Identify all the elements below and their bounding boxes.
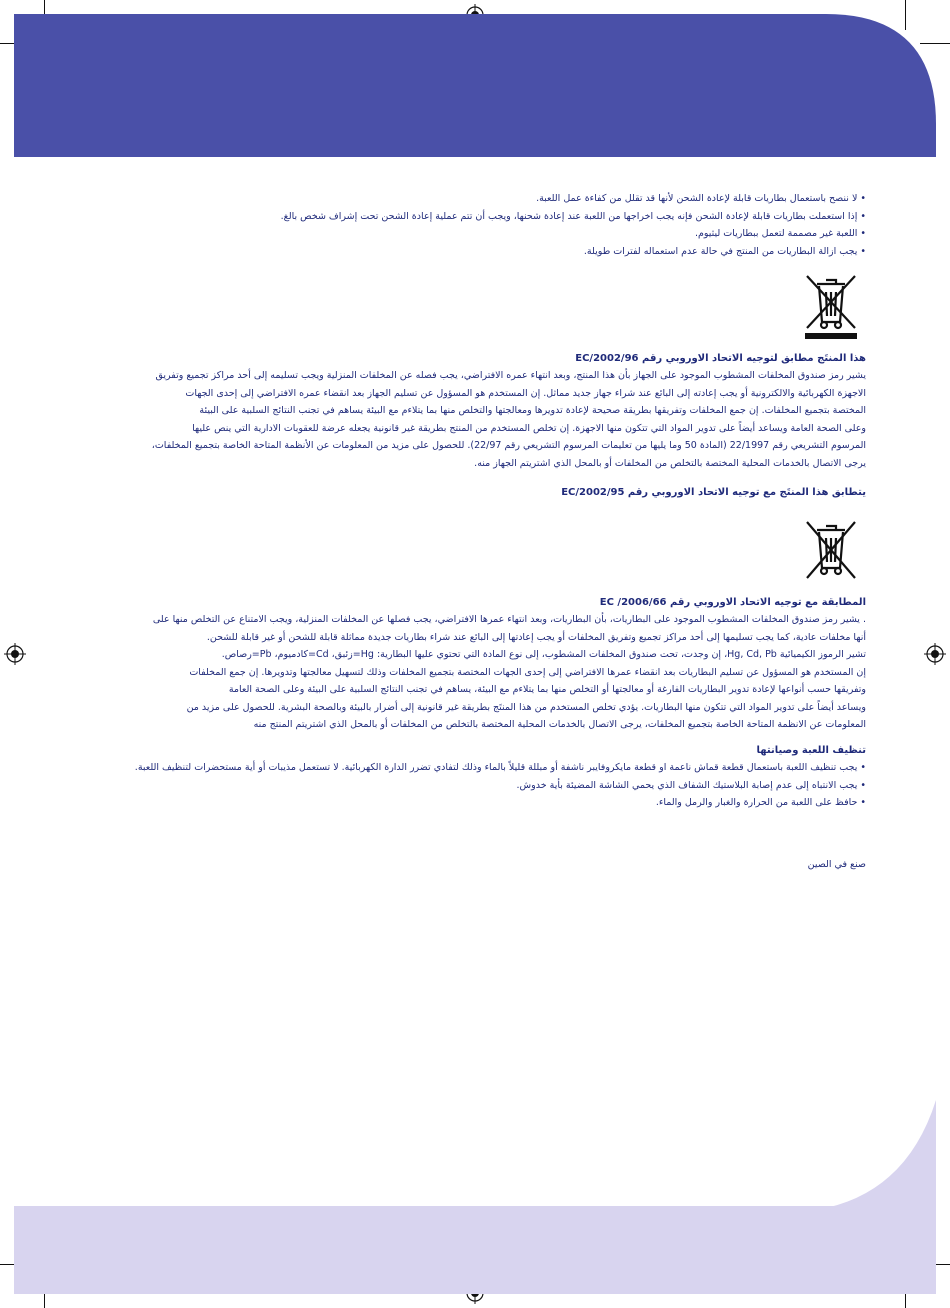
list-item: • يجب الانتباه إلى عدم إصابة البلاستيك الشفاف الذي يحمي الشاشة المضيئة بأية خدوش. [82,777,866,795]
weee-line: يرجى الاتصال بالخدمات المحلية المختصة بالتخلص من المخلفات أو بالمحل الذي اشتريتم الجهاز منه. [474,457,866,469]
weee-line: المرسوم التشريعي رقم 22/1997 (المادة 50 وما يليها من تعليمات المرسوم التشريعي رقم 22/97). للحصول على مزيد من المعلومات عن الأنظمة المتاحة الخاصة بتجميع المخلفات، [151,440,866,451]
battery-directive-line: وتفريقها حسب أنواعها لإعادة تدوير البطاريات الفارغة أو معالجتها أو التخلص منها بما يتلاءم مع البيئة، يساهم في تجنب النتائج السلبية على البيئة وعلى الصحة العامة [228,684,866,695]
battery-directive-line: إن المستخدم هو المسؤول عن تسليم البطاريات بعد انقضاء عمرها الافتراضي إلى إحدى الجهات المختصة بتجميع المخلفات وذلك لتسهيل معالجتها وتدويرها. إن جمع المخلفات [189,666,866,678]
weee-line: المختصة بتجميع المخلفات. إن جمع المخلفات وتفريقها بطريقة صحيحة لإعادة تدويرها ومعالجتها والتخلص منها بما يتلاءم مع البيئة يساهم في تجنب النتائج السلبية على البيئة [199,405,866,416]
rohs-statement-text: يتطابق هذا المنتَج مع توجيه الاتحاد الاوروبي رقم EC/2002/95 [561,487,866,498]
made-in-text: صنع في الصين [807,859,866,870]
list-item: • إذا استعملت بطاريات قابلة لإعادة الشحن فإنه يجب اخراجها من اللعبة عند إعادة شحنها، ويجب أن تتم عملية إعادة الشحن تحت إشراف شخص بالغ. [82,208,866,226]
made-in-label [82,856,866,874]
weee-section-title: هذا المنتَج مطابق لتوجيه الاتحاد الاوروبي رقم EC/2002/96 [575,353,866,364]
battery-directive-line: تشير الرموز الكيميائية Hg, Cd, Pb، إن وجدت، تحت صندوق المخلفات المشطوب، إلى نوع المادة التي تحتوي عليها البطارية: Hg=زئبق، Cd=كادميوم، Pb=رصاص. [221,649,866,660]
registration-mark-icon [924,643,946,665]
header-band [14,14,936,157]
battery-directive-line: أنها مخلفات عادية، كما يجب تسليمها إلى أحد مراكز تجميع وتفريق المخلفات أو يجب إعادتها إلى البائع عند شراء بطاريات جديدة مماثلة قابلة للشحن أو غير قابلة للشحن. [206,631,866,643]
care-section [82,742,866,812]
battery-directive-title: المطابقة مع توجيه الاتحاد الاوروبي رقم EC /2006/66 [599,597,866,608]
list-item: • اللعبة غير مصممة لتعمل ببطاريات ليثيوم. [82,225,866,243]
list-item: • يجب تنظيف اللعبة باستعمال قطعة قماش ناعمة او قطعة مايكروفايبر ناشفة أو مبللة قليلاً بالماء وذلك لتفادي تضرر الدارة الكهربائية. لا تستعمل مذيبات أو أية مستحضرات لتنظيف اللعبة. [82,759,866,777]
list-item: • يجب ازالة البطاريات من المنتج في حالة عدم استعماله لفترات طويلة. [82,243,866,261]
weee-line: وعلى الصحة العامة ويساعد أيضاً على تدوير المواد التي تتكون منها الاجهزة. إن تخلص المستخدم من المنتج بطريقة غير قانونية يجعله عرضة للعقوبات الادارية التي ينص عليها [192,422,866,434]
battery-notes [82,190,866,260]
weee-section [82,350,866,472]
weee-line: الاجهزة الكهربائية والالكترونية أو يجب إعادته إلى البائع عند شراء جهاز جديد مماثل. إن المستخدم هو المسؤول عن تسليم الجهاز بعد انقضاء عمره الافتراضي إلى إحدى الجهات [185,387,866,399]
battery-notes-list [82,190,866,260]
footer-corner-curve [816,1100,936,1210]
registration-mark-icon [4,643,26,665]
care-list [82,759,866,812]
battery-directive-line: المعلومات عن الانظمة المتاحة الخاصة بتجميع المخلفات، يرجى الاتصال بالخدمات المحلية المختصة بالتخلص من المخلفات أو بالمحل الذي اشتريتم المنتج منه [253,719,866,730]
list-item: • لا ننصح باستعمال بطاريات قابلة لإعادة الشحن لأنها قد تقلل من كفاءة عمل اللعبة. [82,190,866,208]
weee-line: يشير رمز صندوق المخلفات المشطوب الموجود على الجهاز بأن هذا المنتج، وبعد انتهاء عمره الافتراضي، يجب فصله عن المخلفات المنزلية ويجب تسليمه إلى أحد مراكز تجميع وتفريق [155,370,866,381]
rohs-statement [82,484,866,501]
battery-directive-line: . يشير رمز صندوق المخلفات المشطوب الموجود على البطاريات، بأن البطاريات، وبعد انتهاء عمرها الافتراضي، يجب فصلها عن المخلفات المنزلية، ويجب الامتناع عن التخلص منها على [152,614,866,625]
footer-band [14,1206,936,1294]
crossed-out-bin-icon [799,270,863,340]
care-section-title: تنظيف اللعبة وصيانتها [756,745,866,756]
battery-directive-section [82,594,866,734]
crossed-out-bin-icon [799,516,863,582]
list-item: • حافظ على اللعبة من الحرارة والغبار والرمل والماء. [82,794,866,812]
battery-directive-line: ويساعد أيضاً على تدوير المواد التي تتكون منها البطاريات. يؤدي تخلص المستخدم من هذا المنتَج بطريقة غير قانونية إلى أضرار بالبيئة وبالصحة البشرية. للحصول على مزيد من [186,701,866,713]
